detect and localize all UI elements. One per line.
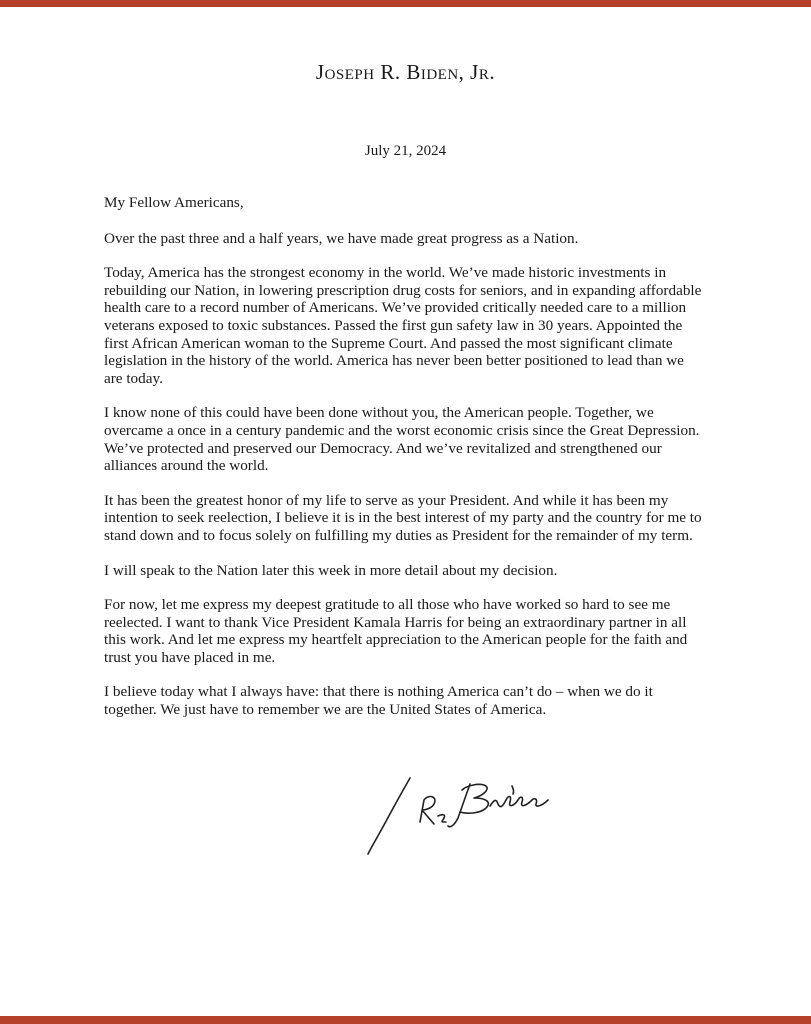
letterhead-name: Joseph R. Biden, Jr. bbox=[315, 60, 496, 84]
letter-date: July 21, 2024 bbox=[364, 143, 447, 159]
bottom-border bbox=[0, 1016, 811, 1024]
paragraph-decision: It has been the greatest honor of my life to serve as your President. And while it has been my intention to seek reelection, I believe it is in the best interest of my party and the country for me to stand down and to focus solely on fulfilling my duties as President for the remainder of my term. bbox=[104, 491, 702, 544]
top-border bbox=[0, 0, 811, 7]
paragraph-progress: Over the past three and a half years, we have made great progress as a Nation. bbox=[104, 229, 579, 247]
letter-body bbox=[104, 194, 704, 736]
paragraph-address-nation: I will speak to the Nation later this week in more detail about my decision. bbox=[104, 561, 558, 579]
paragraph-closing: I believe today what I always have: that there is nothing America can’t do – when we do it together. We just have to remember we are the United States of America. bbox=[104, 683, 653, 719]
salutation: My Fellow Americans, bbox=[104, 194, 244, 211]
paragraph-american-people: I know none of this could have been done without you, the American people. Together, we overcame a once in a century pandemic and the worst economic crisis since the Great Depression. We’ve protected and preserved our Democracy. And we’ve revitalized and strengthened our alliances around the world. bbox=[104, 404, 700, 475]
paragraph-gratitude: For now, let me express my deepest gratitude to all those who have worked so hard to see me reelected. I want to thank Vice President Kamala Harris for being an extraordinary partner in all this work. And let me express my heartfelt appreciation to the American people for the faith and trust you have placed in me. bbox=[104, 596, 688, 666]
paragraph-economy: Today, America has the strongest economy in the world. We’ve made historic investments in rebuilding our Nation, in lowering prescription drug costs for seniors, and in expanding affordable health care to a record number of Americans. We’ve provided critically needed care to a million veterans exposed to toxic substances. Passed the first gun safety law in 30 years. Appointed the first African American woman to the Supreme Court. And passed the most significant climate legislation in the history of the world. America has never been better positioned to lead than we are today. bbox=[104, 264, 702, 387]
signature-icon bbox=[362, 770, 572, 860]
